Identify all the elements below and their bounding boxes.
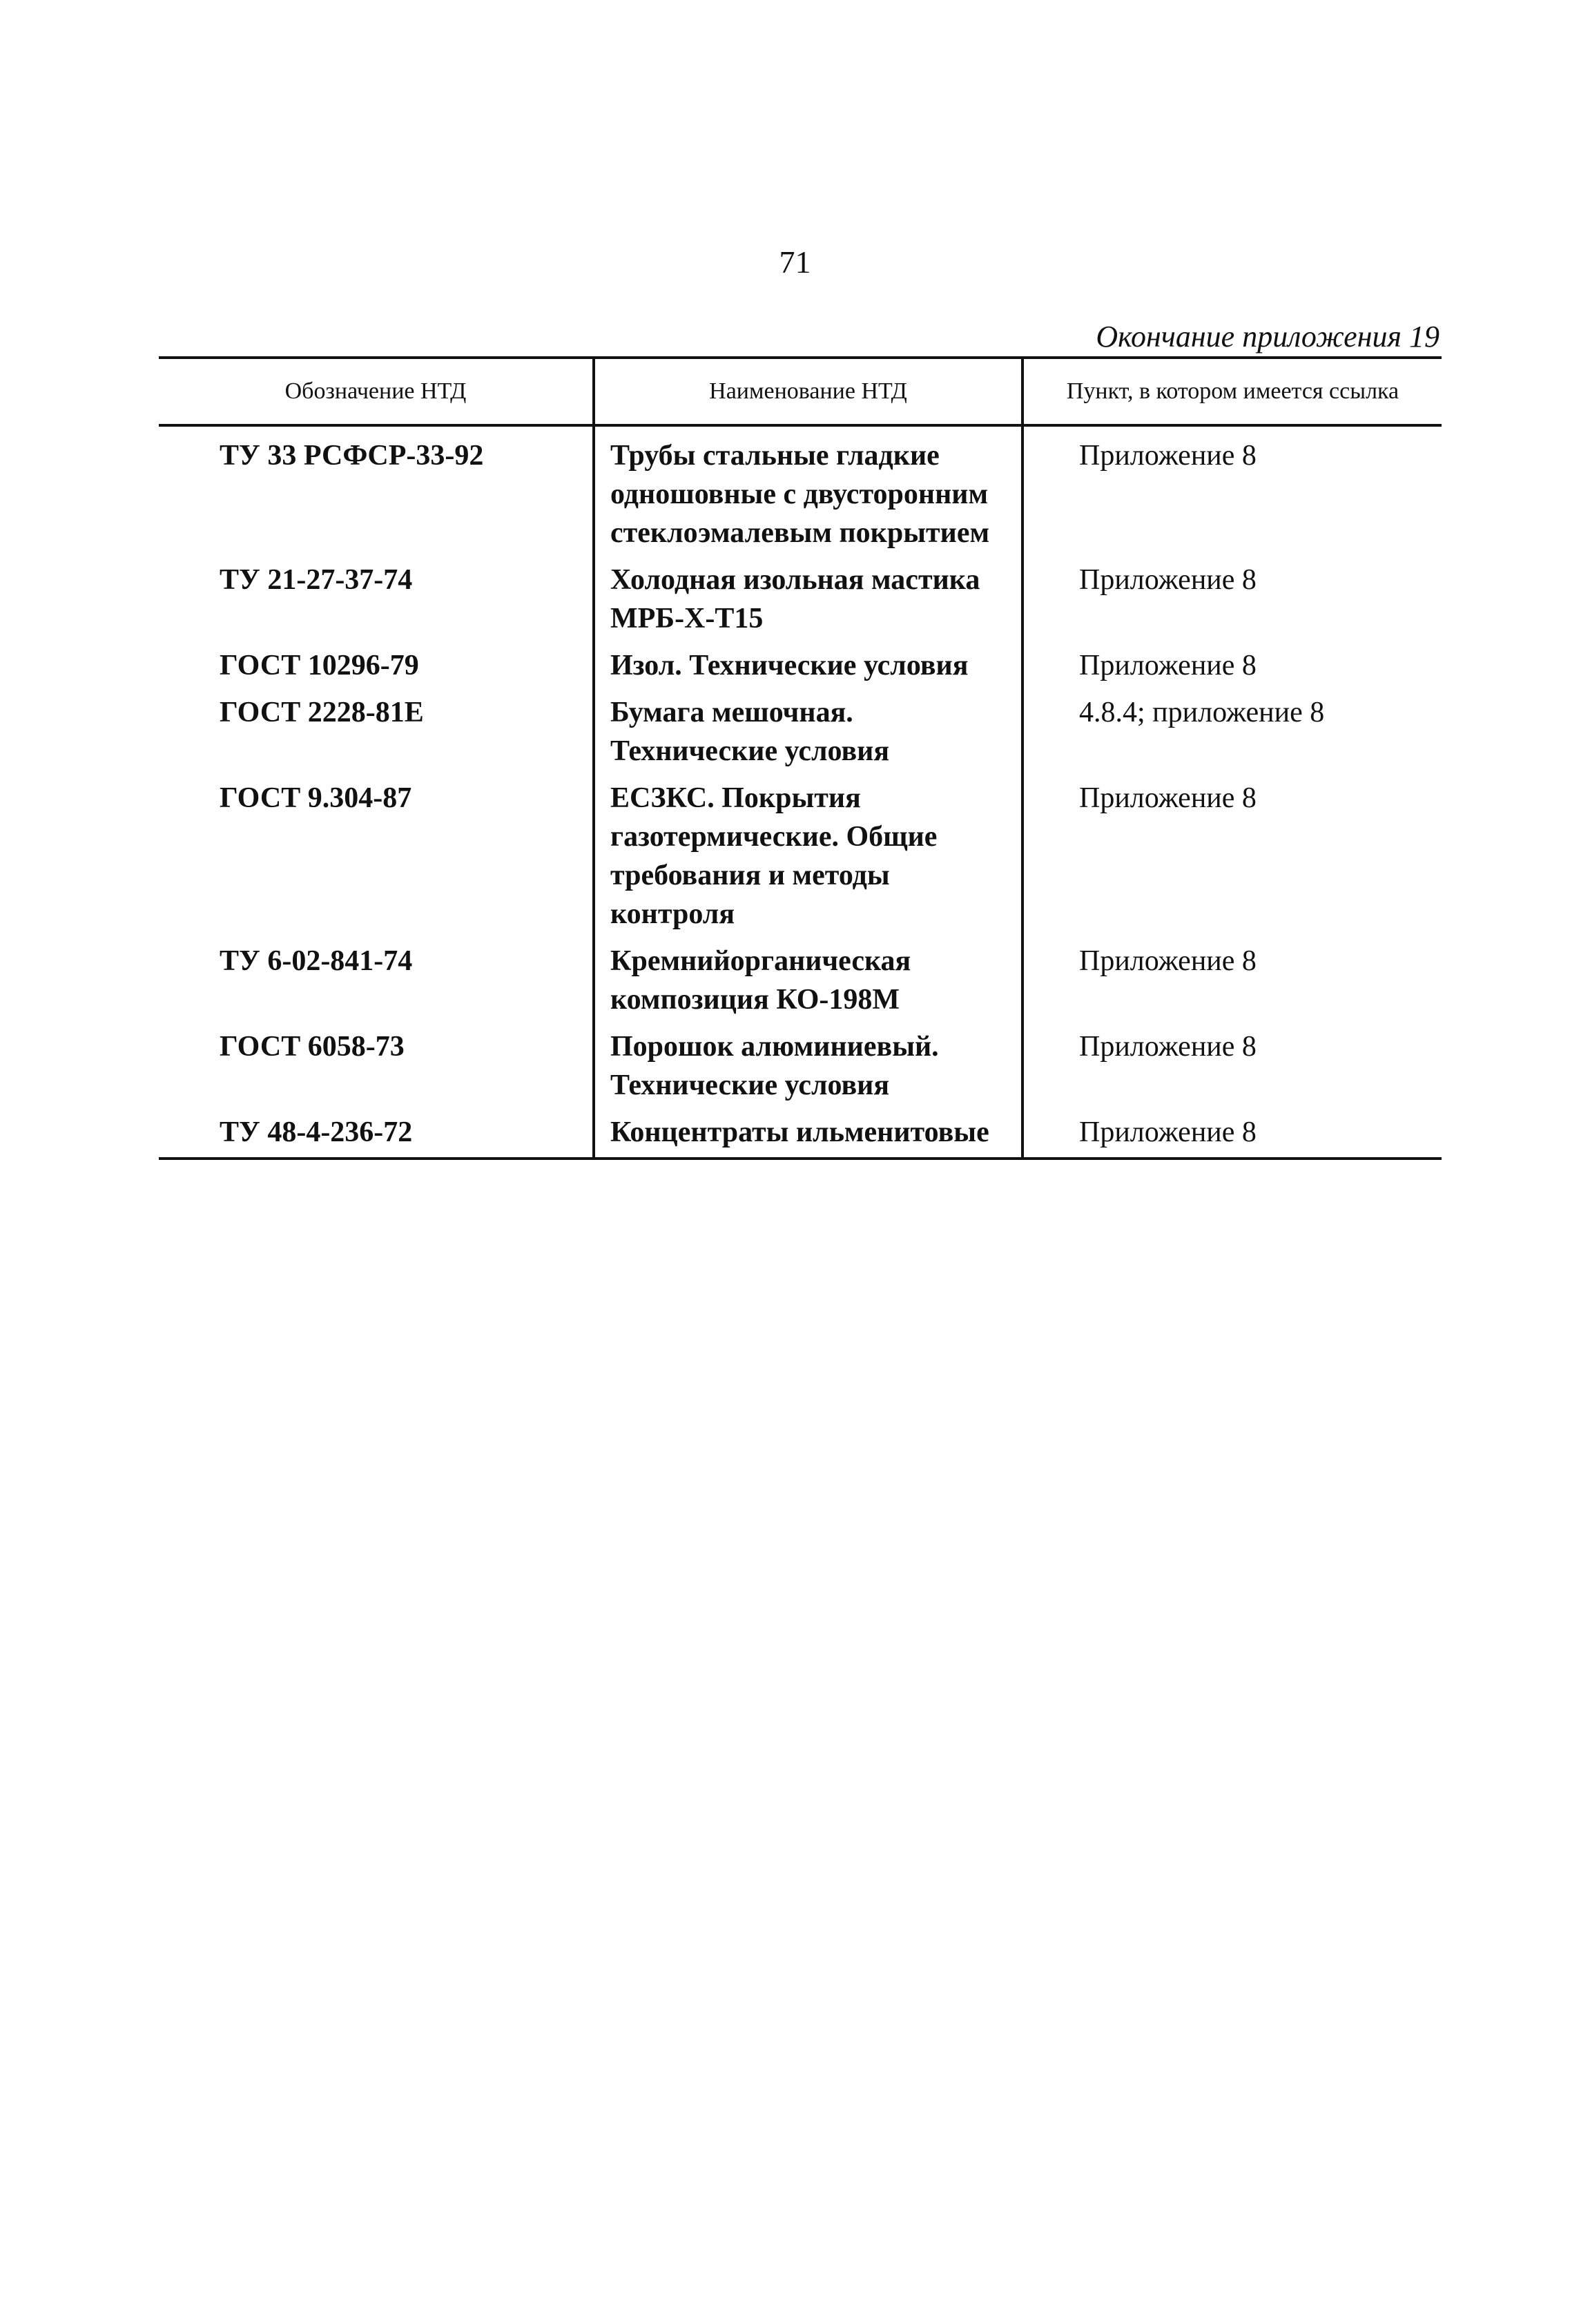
- cell-code: ТУ 48-4-236-72: [220, 1116, 413, 1148]
- cell-reference: Приложение 8: [1022, 559, 1442, 645]
- table-header-row: [159, 358, 1442, 425]
- cell-name: Холодная изольная мастика МРБ-Х-Т15: [594, 559, 1022, 645]
- cell-reference: 4.8.4; приложение 8: [1022, 692, 1442, 777]
- cell-reference: Приложение 8: [1022, 940, 1442, 1026]
- cell-name: ЕСЗКС. Покрытия газотермические. Общие требования и методы контроля: [594, 777, 1022, 940]
- table-row: [159, 692, 1442, 777]
- table-row: [159, 425, 1442, 559]
- cell-name: Изол. Технические условия: [594, 645, 1022, 692]
- cell-name: Концентраты ильменитовые: [594, 1112, 1022, 1159]
- table-row: [159, 1112, 1442, 1159]
- table-row: [159, 559, 1442, 645]
- cell-reference: Приложение 8: [1022, 1026, 1442, 1112]
- cell-name: Бумага мешочная. Технические условия: [594, 692, 1022, 777]
- cell-name: Порошок алюминиевый. Технические условия: [594, 1026, 1022, 1112]
- cell-code: ТУ 21-27-37-74: [220, 564, 413, 596]
- cell-name: Трубы стальные гладкие одношовные с двусторонним стеклоэмалевым покрытием: [594, 425, 1022, 559]
- table-row: [159, 940, 1442, 1026]
- cell-code: ТУ 33 РСФСР-33-92: [220, 440, 484, 472]
- cell-reference: Приложение 8: [1022, 425, 1442, 559]
- cell-reference: Приложение 8: [1022, 1112, 1442, 1159]
- cell-code: ГОСТ 6058-73: [220, 1031, 405, 1063]
- cell-code: ГОСТ 2228-81Е: [220, 697, 424, 728]
- column-header-code: Обозначение НТД: [284, 378, 467, 404]
- column-header-name: Наименование НТД: [594, 358, 1022, 425]
- cell-code: ГОСТ 10296-79: [220, 650, 419, 681]
- cell-reference: Приложение 8: [1022, 645, 1442, 692]
- column-header-reference: Пункт, в котором имеется ссылка: [1022, 358, 1442, 425]
- table-row: [159, 777, 1442, 940]
- table-row: [159, 645, 1442, 692]
- cell-reference: Приложение 8: [1022, 777, 1442, 940]
- cell-name: Кремнийорганическая композиция КО-198М: [594, 940, 1022, 1026]
- table-row: [159, 1026, 1442, 1112]
- cell-code: ТУ 6-02-841-74: [220, 945, 413, 977]
- cell-code: ГОСТ 9.304-87: [220, 782, 412, 814]
- page-number: 71: [779, 244, 811, 280]
- ntd-table: [159, 356, 1442, 1160]
- table-caption: Окончание приложения 19: [1096, 320, 1439, 354]
